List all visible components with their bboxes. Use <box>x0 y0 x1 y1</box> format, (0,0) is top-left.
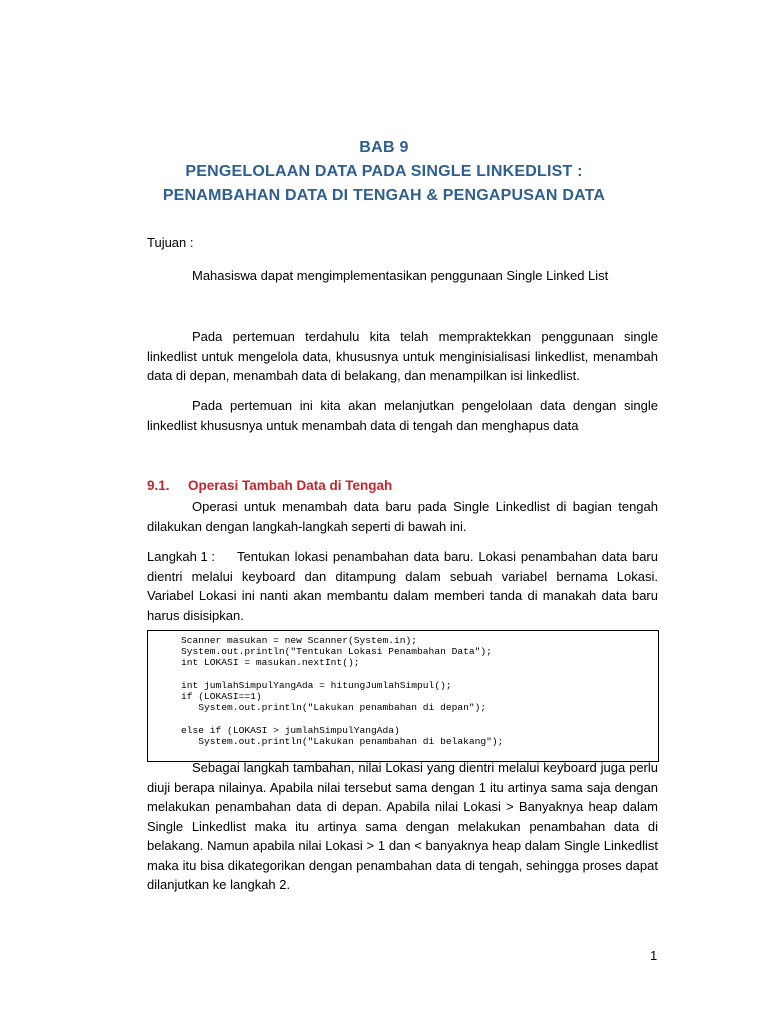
section-paragraph-2: Sebagai langkah tambahan, nilai Lokasi yang dientri melalui keyboard juga perlu diuji berapa nilainya. Apabila nilai tersebut sama dengan 1 itu artinya sama saja dengan melakukan penambahan data di depan. Apabila nilai Lokasi > Banyaknya heap dalam Single Linkedlist maka itu artinya sama dengan melakukan penambahan data di belakang. Namun apabila nilai Lokasi > 1 dan < banyaknya heap dalam Single Linkedlist maka itu bisa dikategorikan dengan penambahan data di tengah, sehingga proses dapat dilanjutkan ke langkah 2. <box>147 760 658 892</box>
objective-text: Mahasiswa dapat mengimplementasikan penggunaan Single Linked List <box>192 268 609 283</box>
chapter-title-block <box>110 136 658 208</box>
section-paragraph-1: Operasi untuk menambah data baru pada Single Linkedlist di bagian tengah dilakukan dengan langkah-langkah seperti di bawah ini. <box>147 499 658 534</box>
code-block <box>147 630 659 762</box>
chapter-number: BAB 9 <box>359 139 409 156</box>
code-line: System.out.println("Tentukan Lokasi Penambahan Data"); <box>181 646 492 658</box>
code-line: if (LOKASI==1) <box>181 690 262 702</box>
code-line: int LOKASI = masukan.nextInt(); <box>181 657 360 669</box>
section-title: Operasi Tambah Data di Tengah <box>188 478 393 493</box>
section-number: 9.1. <box>147 478 170 493</box>
step-1-label: Langkah 1 : <box>147 549 215 564</box>
step-1-text: Tentukan lokasi penambahan data baru. Lokasi penambahan data baru dientri melalui keyboard dan ditampung dalam sebuah variabel bernama Lokasi. Variabel Lokasi ini nanti akan membantu dalam memberi tanda di manakah data baru harus disisipkan. <box>147 549 658 623</box>
objective-label: Tujuan : <box>147 235 194 250</box>
code-line <box>181 713 658 724</box>
code-line: else if (LOKASI > jumlahSimpulYangAda) <box>181 724 400 736</box>
code-line: System.out.println("Lakukan penambahan di depan"); <box>181 702 487 714</box>
code-line <box>181 669 658 680</box>
step-1-paragraph <box>147 547 658 625</box>
code-line: Scanner masukan = new Scanner(System.in); <box>181 635 418 646</box>
code-line: int jumlahSimpulYangAda = hitungJumlahSimpul(); <box>181 679 452 691</box>
intro-paragraph-2: Pada pertemuan ini kita akan melanjutkan pengelolaan data dengan single linkedlist khususnya untuk menambah data di tengah dan menghapus data <box>147 398 658 433</box>
intro-paragraph-1: Pada pertemuan terdahulu kita telah mempraktekkan penggunaan single linkedlist untuk mengelola data, khususnya untuk menginisialisasi linkedlist, menambah data di depan, menambah data di belakang, dan menampilkan isi linkedlist. <box>147 329 658 383</box>
code-line: System.out.println("Lakukan penambahan di belakang"); <box>181 735 504 747</box>
chapter-title-line2: PENAMBAHAN DATA DI TENGAH & PENGAPUSAN DATA <box>162 187 606 204</box>
chapter-title-line1: PENGELOLAAN DATA PADA SINGLE LINKEDLIST : <box>185 163 583 180</box>
section-heading <box>147 478 392 493</box>
page-number: 1 <box>650 948 658 963</box>
